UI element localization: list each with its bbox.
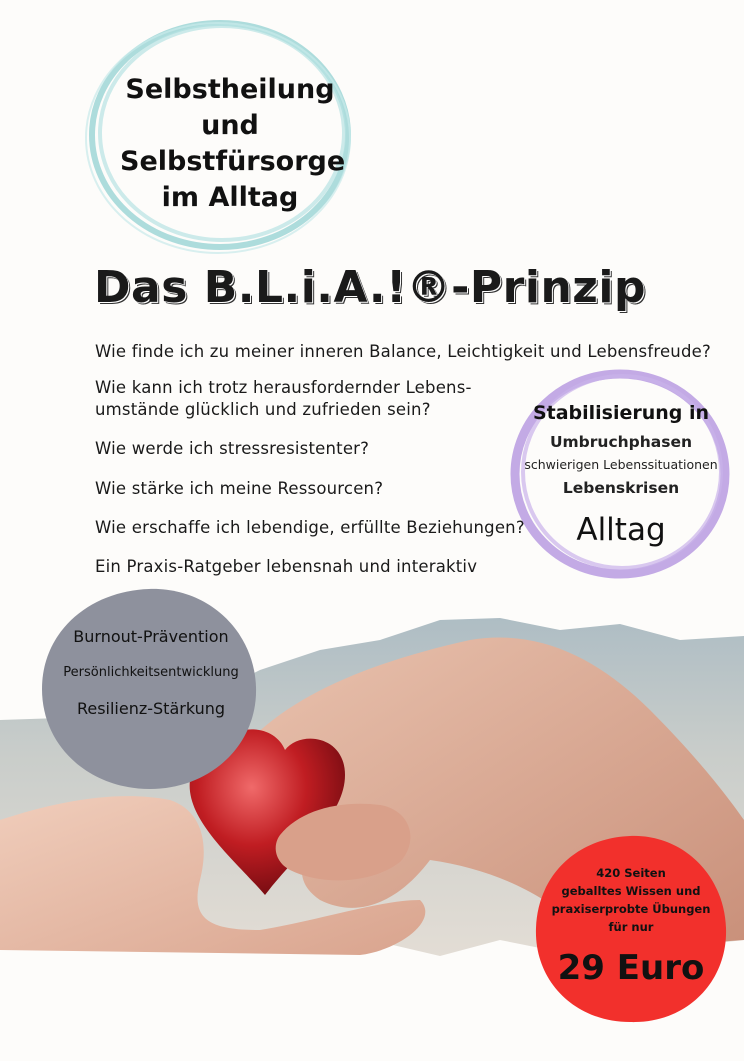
- persoenlichkeit-label: Persönlichkeitsentwicklung: [63, 665, 239, 680]
- umbruchphasen-label: Umbruchphasen: [549, 433, 693, 451]
- lebenssituationen-label: schwierigen Lebenssituationen: [524, 457, 718, 472]
- price-value: 29 Euro: [557, 948, 705, 988]
- question-5: Wie erschaffe ich lebendige, erfüllte Beziehungen?: [95, 518, 525, 537]
- subtitle-praxis: Ein Praxis-Ratgeber lebensnah und interaktiv: [95, 557, 478, 576]
- burnout-label: Burnout-Prävention: [73, 627, 229, 646]
- title-block: [120, 72, 346, 216]
- lebenskrisen-label: Lebenskrisen: [562, 479, 680, 497]
- stabilisierung-label: Stabilisierung in: [532, 402, 710, 424]
- question-3: Wie werde ich stressresistenter?: [95, 439, 370, 458]
- question-2b: umstände glücklich und zufrieden sein?: [95, 400, 431, 419]
- main-heading: Das B.L.i.A.!®-Prinzip: [94, 262, 646, 313]
- title-line-2: und: [201, 110, 259, 141]
- pages-label: 420 Seiten: [596, 866, 666, 880]
- wissen-label: geballtes Wissen und: [561, 884, 701, 898]
- title-line-4: im Alltag: [161, 182, 299, 213]
- resilienz-label: Resilienz-Stärkung: [76, 699, 226, 718]
- question-1: Wie finde ich zu meiner inneren Balance, Leichtigkeit und Lebensfreude?: [95, 342, 711, 361]
- price-text: [540, 864, 722, 988]
- question-2a: Wie kann ich trotz herausfordernder Lebens-: [95, 378, 472, 397]
- fuer-nur-label: für nur: [608, 920, 654, 934]
- purple-circle-text: [510, 400, 732, 550]
- grey-circle-text: [44, 626, 258, 720]
- title-line-1: Selbstheilung: [125, 74, 335, 105]
- alltag-label: Alltag: [576, 512, 666, 548]
- question-4: Wie stärke ich meine Ressourcen?: [95, 479, 384, 498]
- title-line-3: Selbstfürsorge: [120, 146, 346, 177]
- uebungen-label: praxiserprobte Übungen: [551, 902, 711, 916]
